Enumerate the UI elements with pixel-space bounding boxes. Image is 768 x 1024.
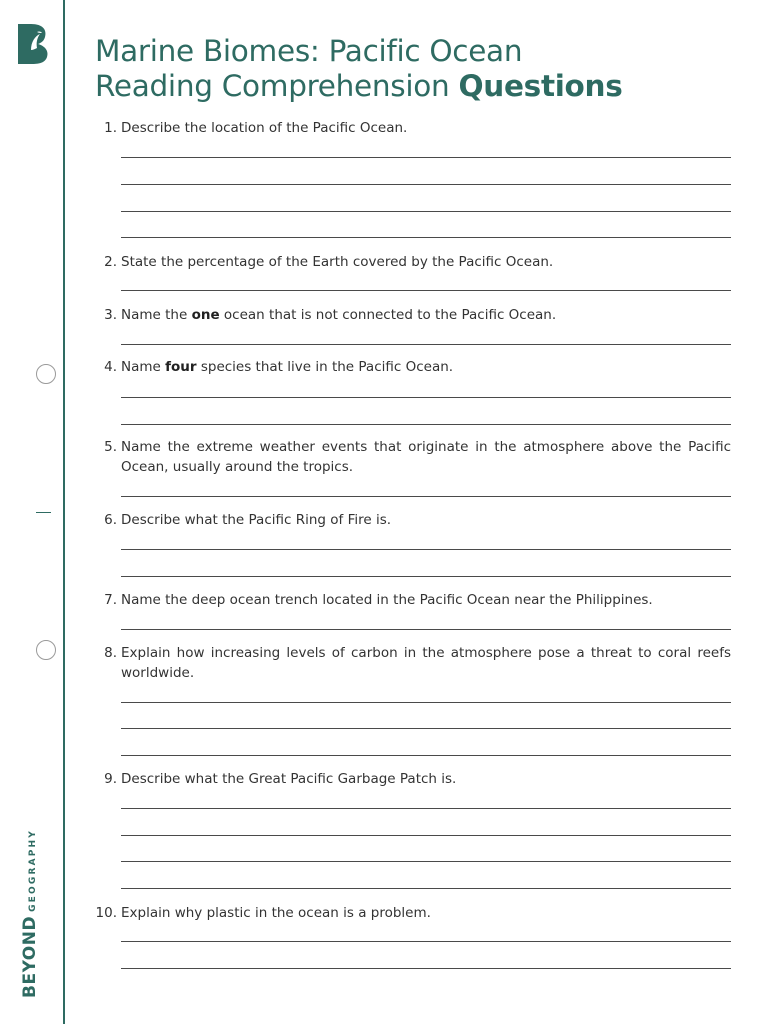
brand-word-beyond: BEYOND [20,915,40,998]
brand-word-geography: GEOGRAPHY [28,829,38,912]
question-text [121,903,731,923]
question-text [121,118,731,138]
question-number: 6. [104,512,117,528]
question-emphasis: four [165,359,197,375]
question-item [95,437,731,477]
question-number: 1. [104,120,117,136]
answer-line[interactable] [121,888,731,889]
answer-line[interactable] [121,702,731,703]
question-text-part: Name the deep ocean trench located in the Pacific Ocean near the Philippines. [121,592,653,608]
question-item [95,118,731,138]
question-text [121,252,731,272]
answer-line[interactable] [121,861,731,862]
question-text [121,643,731,683]
punch-hole-top [36,364,56,384]
question-text-part: State the percentage of the Earth covered by the Pacific Ocean. [121,254,554,270]
question-text-part: Describe what the Pacific Ring of Fire is. [121,512,392,528]
question-item [95,305,731,325]
question-text-part: Name the extreme weather events that originate in the atmosphere above the Pacific Ocean, usually around the tropics. [121,439,731,475]
fold-mark [36,512,51,513]
answer-line[interactable] [121,157,731,158]
question-number: 7. [104,592,117,608]
question-number: 3. [104,307,117,323]
question-text-part: ocean that is not connected to the Pacific Ocean. [219,307,557,323]
punch-hole-bottom [36,640,56,660]
answer-line[interactable] [121,755,731,756]
question-text [121,590,731,610]
question-text-part: species that live in the Pacific Ocean. [196,359,454,375]
title-line-2-regular: Reading Comprehension [95,69,450,103]
question-emphasis: one [191,307,220,323]
question-item [95,590,731,610]
question-text-part: Explain how increasing levels of carbon in the atmosphere pose a threat to coral reefs worldwide. [121,645,731,681]
question-text-part: Describe what the Great Pacific Garbage Patch is. [121,771,457,787]
question-item [95,357,731,377]
beyond-logo-icon [15,22,51,66]
question-number: 4. [104,359,117,375]
answer-line[interactable] [121,290,731,291]
answer-line[interactable] [121,968,731,969]
answer-line[interactable] [121,397,731,398]
brand-wordmark [20,829,40,998]
question-number: 2. [104,254,117,270]
answer-line[interactable] [121,808,731,809]
question-text [121,305,731,325]
question-text [121,357,731,377]
question-item [95,643,731,683]
answer-line[interactable] [121,941,731,942]
answer-line[interactable] [121,835,731,836]
question-text-part: Describe the location of the Pacific Ocean. [121,120,408,136]
question-item [95,510,731,530]
question-item [95,769,731,789]
answer-line[interactable] [121,344,731,345]
title-line-2 [95,69,623,104]
question-text-part: Name [121,359,166,375]
title-line-1: Marine Biomes: Pacific Ocean [95,34,523,68]
question-item [95,252,731,272]
margin-rule [63,0,65,1024]
title-line-2-bold: Questions [458,69,623,103]
answer-line[interactable] [121,549,731,550]
answer-line[interactable] [121,184,731,185]
answer-line[interactable] [121,237,731,238]
answer-line[interactable] [121,728,731,729]
answer-line[interactable] [121,576,731,577]
question-number: 10. [95,905,117,921]
question-text-part: Explain why plastic in the ocean is a problem. [121,905,431,921]
question-text [121,437,731,477]
answer-line[interactable] [121,424,731,425]
question-number: 5. [104,439,117,455]
question-text [121,769,731,789]
answer-line[interactable] [121,496,731,497]
answer-line[interactable] [121,629,731,630]
question-number: 8. [104,645,117,661]
answer-line[interactable] [121,211,731,212]
question-number: 9. [104,771,117,787]
question-text [121,510,731,530]
question-item [95,903,731,923]
question-text-part: Name the [121,307,192,323]
page-title [95,34,623,104]
